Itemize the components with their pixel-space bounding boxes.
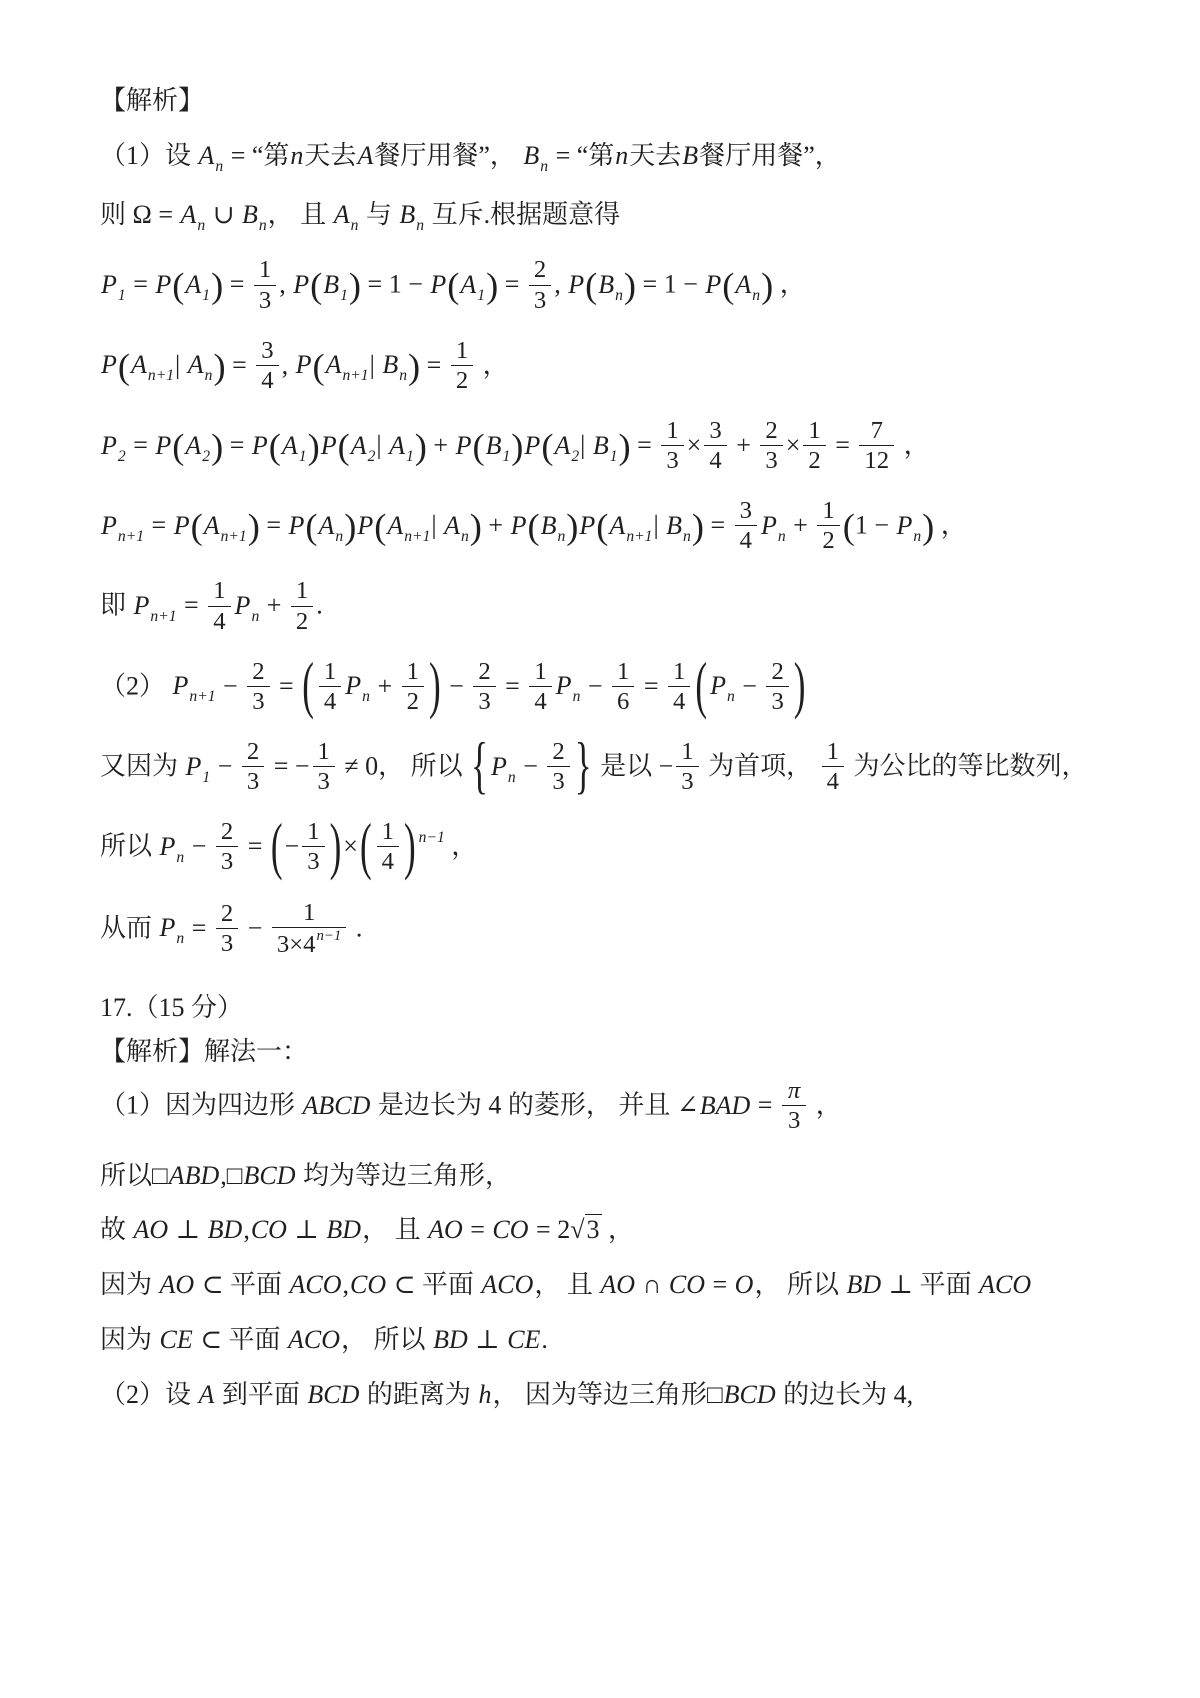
line-bd-perp-ce: 因为 CE ⊂ 平面 ACO， 所以 BD ⊥ CE. [100, 1325, 548, 1354]
line-geometric-sequence: 又因为 $P_1$ − $\frac{2}{3}$ = − $\frac{1}{3}$ ≠ 0， 所以 { $P_n$ − $\frac{2}{3}$ } 是以 − $\frac{1}{3}$ 为首项， $\frac{1}{4}$ 为公比的等比数列， [100, 730, 1088, 802]
formula-conditional-probabilities: $P(A_{n+1}|$ $A_n$) = $\frac{3}{4}$ , $P(A_{n+1}|$ $B_n$) = $\frac{1}{2}$ ， [101, 336, 509, 394]
formula-initial-probabilities: $P_1 = P(A_1)$ = $\frac{1}{3}$ , $P(B_1) = 1 - P(A_1)$ = $\frac{2}{3}$ , $P(B_n) = 1 - P(A_n)$ ， [101, 256, 806, 314]
formula-pn-geometric: 所以 $P_n$ − $\frac{2}{3}$ = (− $\frac{1}{3}$ )×( $\frac{1}{4}$ ) $^{n-1}$ ， [100, 811, 478, 882]
line-event-definitions: （1）设 $A_n$ = “第n天去A餐厅用餐”， $B_n$ = “第n天去B餐厅用餐”， [100, 140, 841, 175]
solution-method-header: 【解析】解法一： [100, 1036, 309, 1066]
line-bd-perp-plane: 因为 AO ⊂ 平面 ACO,CO ⊂ 平面 ACO， 且 AO ∩ CO = O， 所以 BD ⊥ 平面 ACO [100, 1270, 1032, 1300]
formula-recurrence-simplified: 即 $P_{n+1}$ = $\frac{1}{4}$ $P_n$ + $\frac{1}{2}$ . [100, 577, 323, 635]
line-rhombus-given: （1）因为四边形 ABCD 是边长为 4 的菱形， 并且 ∠BAD = $\frac{\pi}{3}$ ， [100, 1077, 842, 1135]
formula-part2-identity: （2） $P_{n+1}$ − $\frac{2}{3}$ = ( $\frac{1}{4}$ $P_n$ + $\frac{1}{2}$ ) − $\frac{2}{3}$ = $\frac{1}{4}$ $P_n$ − $\frac{1}{6}$ = $\frac{1}{4}$ ( $P_n$ − $\frac{2}{3}$ ) [100, 650, 806, 721]
analysis-header: 【解析】 [100, 86, 205, 115]
line-distance-setup: （2）设 A 到平面 BCD 的距离为 h， 因为等边三角形□BCD 的边长为 4, [100, 1379, 914, 1409]
problem-17-header: 17.（15 分） [100, 992, 244, 1022]
formula-pn-closed-form: 从而 $P_n$ = $\frac{2}{3}$ − $\frac{1}{3\times 4^{n-1}}$ . [100, 898, 363, 958]
line-sample-space: 则 $\Omega = A_n$ ∪ $B_n$， 且 $A_n$ 与 $B_n$ 互斥.根据题意得 [100, 200, 621, 235]
formula-pn1-recurrence: $P_{n+1} = P(A_{n+1}) = P(A_n)P(A_{n+1}|$ $A_n) + P(B_n)P(A_{n+1}|$ $B_n$) = $\frac{3}{4}$ $P_n$ + $\frac{1}{2}$ $(1 - P_n)$ ， [101, 497, 967, 555]
line-equilateral-triangles: 所以□ABD,□BCD 均为等边三角形， [100, 1160, 511, 1190]
formula-p2-computation: $P_2 = P(A_2) = P(A_1)P(A_2|$ $A_1) + P(B_1)P(A_2|$ $B_1$) = $\frac{1}{3}$ × $\frac{3}{4}$ + $\frac{2}{3}$ × $\frac{1}{2}$ = $\frac{7}{12}$ ， [101, 416, 930, 475]
line-perpendicular-ao-bd: 故 AO ⊥ BD,CO ⊥ BD， 且 AO = CO = 2√3 ， [100, 1215, 635, 1245]
